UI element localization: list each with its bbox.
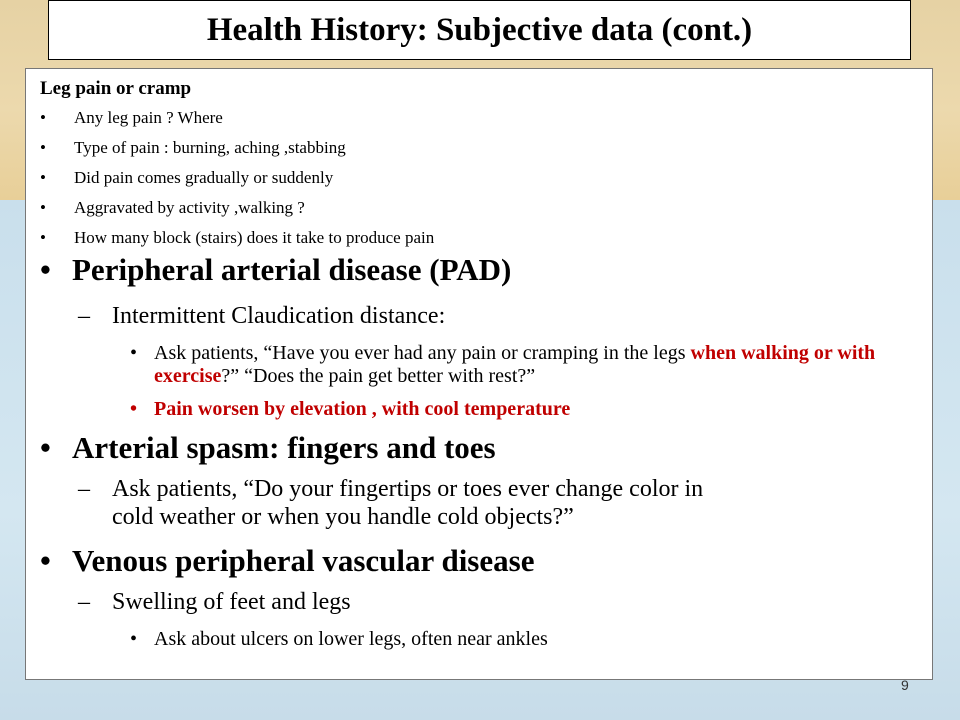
venous-item-text: Ask about ulcers on lower legs, often near ankles [154, 628, 548, 650]
pad-question-red: when walking or with exercise [154, 342, 876, 387]
venous-sub: Swelling of feet and legs [112, 589, 351, 615]
bullet-glyph: • [40, 430, 51, 465]
dash-glyph: – [78, 476, 90, 502]
venous-sub-row [78, 589, 351, 616]
pad-red-item-text: Pain worsen by elevation , with cool temperature [154, 398, 571, 420]
venous-heading-row [40, 543, 534, 579]
leg-pain-heading: Leg pain or cramp [40, 78, 192, 99]
spasm-line1: Ask patients, “Do your fingertips or toes ever change color in [112, 476, 704, 502]
pad-red-item [130, 398, 890, 421]
bullet-glyph: • [40, 252, 51, 287]
bullet-glyph: • [130, 342, 138, 364]
slide-title: Health History: Subjective data (cont.) [206, 11, 753, 48]
list-item: • Type of pain : burning, aching ,stabbing [40, 136, 434, 166]
pad-question [130, 342, 890, 388]
bullet-glyph: • [40, 543, 51, 578]
spasm-line2: cold weather or when you handle cold objects?” [112, 504, 574, 530]
pad-heading-row [40, 252, 511, 288]
bullet-glyph: • [130, 628, 138, 650]
list-item: • Any leg pain ? Where [40, 106, 434, 136]
claudication-text: Intermittent Claudication distance: [112, 303, 446, 329]
dash-glyph: – [78, 303, 90, 329]
pad-sub-row [78, 303, 445, 330]
venous-heading: Venous peripheral vascular disease [72, 543, 535, 578]
bullet-glyph: • [130, 398, 138, 420]
leg-pain-list [40, 106, 434, 256]
page-number: 9 [901, 677, 909, 693]
venous-item [130, 628, 890, 651]
list-item: • Did pain comes gradually or suddenly [40, 166, 434, 196]
list-item: • How many block (stairs) does it take to produce pain [40, 226, 434, 256]
pad-question-part1: Ask patients, “Have you ever had any pain or cramping in the legs [154, 342, 686, 364]
dash-glyph: – [78, 589, 90, 615]
spasm-heading: Arterial spasm: fingers and toes [72, 430, 496, 465]
spasm-heading-row [40, 430, 496, 466]
spasm-sub [78, 475, 703, 531]
slide-title-box [48, 0, 911, 60]
pad-heading: Peripheral arterial disease (PAD) [72, 252, 512, 287]
list-item: • Aggravated by activity ,walking ? [40, 196, 434, 226]
pad-question-part2: ?” “Does the pain get better with rest?” [221, 365, 536, 387]
